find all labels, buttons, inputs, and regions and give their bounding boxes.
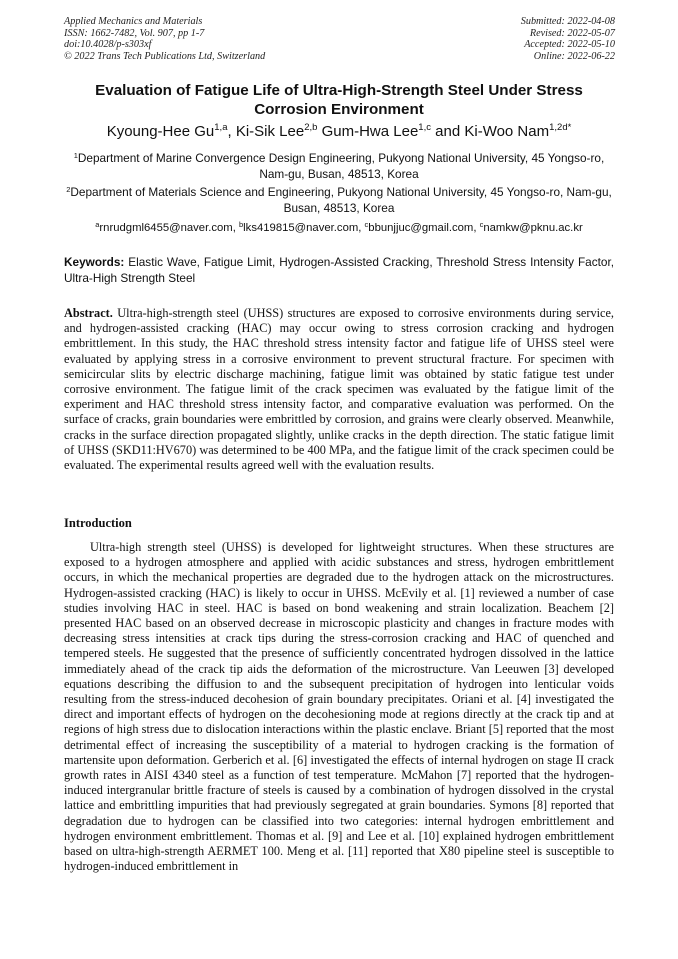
abstract-text: Ultra-high-strength steel (UHSS) structures are exposed to corrosive environments during service, and hydrogen-assisted cracking (HAC) may occur owing to stress corrosion cracking and hydrogen embrittlement. In this study, the HAC threshold stress intensity factor and fatigue life of UHSS steel were evaluated by applying stress in a corrosive environment to prevent structural fracture. For specimen with semicircular slits by electric discharge machining, fatigue limit was obtained by static fatigue test under corrosive environment. The fatigue limit of the crack specimen was evaluated by the fatigue limit of the experiment and HAC threshold stress intensity factor, and comparative evaluation was performed. On the surface of cracks, grain boundaries were embrittled by corrosion, and grains were clearly observed. Meanwhile, cracks in the surface direction propagated slightly, unlike cracks in the depth direction. The static fatigue limit of UHSS (SKD11:HV670) was determined to be 400 MPa, and the fatigue limit of the crack specimen could be evaluated. The experimental results agreed well with the evaluation results. — [64, 306, 614, 473]
email-address: lks419815@naver.com, — [243, 222, 365, 234]
copyright-line: © 2022 Trans Tech Publications Ltd, Switzerland — [64, 50, 266, 62]
email-address: rnrudgml6455@naver.com, — [99, 222, 239, 234]
affiliation-1 — [64, 151, 614, 182]
email-mark: b — [239, 220, 244, 229]
email-mark: c — [479, 220, 484, 229]
submitted-date: Submitted: 2022-04-08 — [520, 16, 615, 27]
author-separator: and — [430, 123, 465, 140]
author-list — [64, 122, 614, 142]
affiliation-mark: 2 — [66, 185, 71, 194]
author-affiliation-mark: 2,b — [304, 122, 318, 133]
author-name: Ki-Sik Lee — [235, 123, 305, 140]
author-affiliation-mark: 1,c — [418, 122, 431, 133]
doi-line: doi:10.4028/p-s303xf — [64, 39, 152, 51]
author-name: Gum-Hwa Lee — [321, 123, 419, 140]
email-mark: a — [95, 220, 100, 229]
email-address: namkw@pknu.ac.kr — [483, 222, 583, 234]
journal-header — [64, 16, 265, 62]
issn-line: ISSN: 1662-7482, Vol. 907, pp 1-7 — [64, 27, 205, 39]
author-affiliation-mark: 1,a — [214, 122, 228, 133]
affiliation-mark: 1 — [73, 151, 78, 160]
accepted-date: Accepted: 2022-05-10 — [524, 39, 615, 51]
keywords-block — [64, 255, 614, 286]
journal-name: Applied Mechanics and Materials — [64, 16, 203, 27]
affiliation-text: Department of Materials Science and Engineering, Pukyong National University, 45 Yongso-ro, Nam-gu, Busan, 48513, Korea — [70, 185, 612, 215]
author-name: Ki-Woo Nam — [464, 123, 550, 140]
author-affiliation-mark: 1,2d* — [549, 122, 572, 133]
author-separator: , — [227, 123, 236, 140]
keywords-label: Keywords: — [64, 255, 125, 269]
introduction-heading: Introduction — [64, 516, 132, 530]
paper-title: Evaluation of Fatigue Life of Ultra-High-Strength Steel Under Stress Corrosion Environment — [95, 82, 583, 118]
keywords-text: Elastic Wave, Fatigue Limit, Hydrogen-Assisted Cracking, Threshold Stress Intensity Factor, Ultra-High Strength Steel — [64, 255, 614, 285]
dates-header — [521, 16, 615, 62]
online-date: Online: 2022-06-22 — [533, 50, 615, 62]
author-name: Kyoung-Hee Gu — [106, 123, 215, 140]
affiliation-text: Department of Marine Convergence Design Engineering, Pukyong National University, 45 Yongso-ro, Nam-gu, Busan, 48513, Korea — [77, 151, 605, 181]
abstract-label: Abstract. — [64, 306, 113, 320]
email-address: bbunjjuc@gmail.com, — [368, 222, 480, 234]
introduction-paragraph: Ultra-high strength steel (UHSS) is developed for lightweight structures. When these structures are exposed to a hydrogen atmosphere and applied with acidic substances and stress, hydrogen embrittlement occurs, in which the mechanical properties are degraded due to the hydrogen attack on the microstructures. Hydrogen-assisted cracking (HAC) is likely to occur in UHSS. McEvily et al. [1] reviewed a number of case studies involving HAC in steel. HAC is based on bond weakening and strain localization. Beachem [2] presented HAC based on an observed decrease in microscopic plasticity and changes in fracture modes with decreasing stress intensities at crack tips during the stress-corrosion cracking and HAC of quenched and tempered steels. He suggested that the presence of sufficiently concentrated hydrogen dissolved in the lattice immediately ahead of the crack tip aids the deformation of the microstructure. Van Leeuwen [3] developed equations describing the diffusion to and the subsequent precipitation of hydrogen into lenticular voids resulting from the stress-induced decohesion of grain boundary precipitates. Oriani et al. [4] investigated the direct and important effects of hydrogen on the decohesioning mode at regions directly at the crack tip and at regions of high stress due to dislocation interactions within the plastic enclave. Briant [5] reported that the most detrimental effect of increasing the susceptibility of a material to hydrogen cracking is the formation of martensite upon deformation. Gerberich et al. [6] investigated the effects of internal hydrogen on stage II crack growth rates in AISI 4340 steel as a function of test temperature. McMahon [7] reported that the hydrogen-induced intergranular brittle fracture of steels is caused by a combination of hydrogen dissolved in the crystal lattice and embrittling impurities that had previously segregated at grain boundaries. Symons [8] reported that degradation due to hydrogen can be classified into two categories: internal hydrogen embrittlement and hydrogen environment embrittlement. Thomas et al. [9] and Lee et al. [10] explained hydrogen embrittlement based on ultra-high-strength AERMET 100. Meng et al. [11] reported that X80 pipeline steel is susceptible to hydrogen-induced embrittlement in — [64, 540, 614, 874]
email-mark: c — [364, 220, 369, 229]
author-emails — [64, 221, 614, 237]
affiliation-2 — [64, 185, 614, 216]
revised-date: Revised: 2022-05-07 — [529, 27, 615, 39]
abstract-block — [64, 306, 614, 473]
